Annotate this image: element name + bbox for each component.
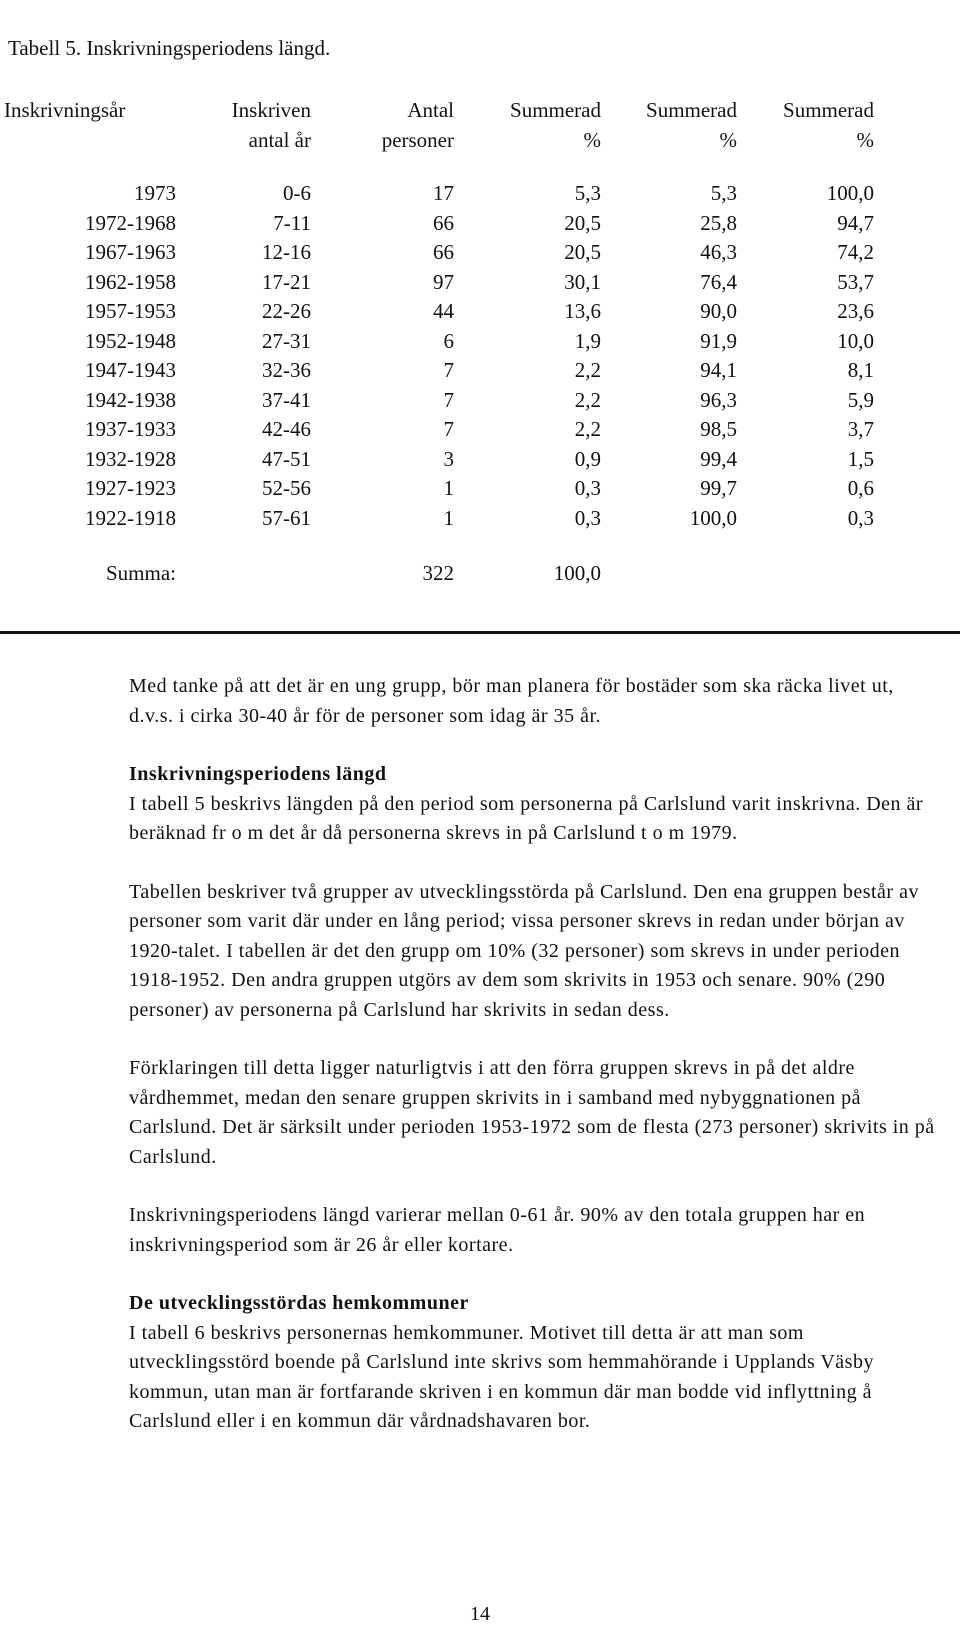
horizontal-rule (0, 631, 960, 634)
header-summerad-1-sub: % (583, 127, 601, 152)
table-cell: 5,9 (847, 387, 874, 412)
table-cell: 23,6 (837, 299, 874, 323)
table-cell: 1 (443, 476, 454, 500)
table-cell: 2,2 (574, 387, 601, 412)
table-cell: 53,7 (837, 269, 874, 294)
table-cell: 25,8 (700, 210, 737, 235)
table-cell: 1932-1928 (85, 446, 176, 471)
table-row (4, 415, 874, 445)
summa-persons: 322 (422, 561, 454, 585)
table-cell: 1972-1968 (85, 210, 176, 235)
table-cell: 1967-1963 (85, 240, 176, 264)
paragraph (129, 878, 939, 1026)
paragraph-text: I tabell 6 beskrivs personernas hemkommuner. Motivet till detta är att man som utvecklingsstörd boende på Carlslund inte skrivs som hemmahörande i Upplands Väsby kommun, utan man är fortfarande skriven i en kommun där man bodde vid inflyttning å Carlslund eller i en kommun där vårdnadshavaren bor. (129, 1321, 874, 1432)
section-heading-inskrivningsperiodens-langd: Inskrivningsperiodens längd (129, 763, 387, 785)
summa-row (4, 559, 874, 589)
table-cell: 91,9 (700, 328, 737, 353)
table-cell: 0,6 (847, 476, 874, 500)
paragraph-text: Tabellen beskriver två grupper av utvecklingsstörda på Carlslund. Den ena gruppen består av personer som varit där under en lång period; vissa personer skrevs in redan under början av 1920-talet. I tabellen är det den grupp om 10% (32 personer) som skrevs in under perioden 1918-1952. Den andra gruppen utgörs av dem som skrivits in 1953 och senare. 90% (290 personer) av personerna på Carlslund har skrivits in sedan dess. (129, 880, 919, 1021)
table-cell: 57-61 (262, 505, 311, 530)
header-summerad-3: Summerad (783, 98, 874, 122)
table-cell: 1 (443, 505, 454, 530)
table-cell: 74,2 (837, 240, 874, 264)
table-cell: 17 (433, 181, 454, 205)
table-row (4, 179, 874, 209)
table-cell: 20,5 (564, 240, 601, 264)
table-row (4, 238, 874, 268)
table-cell: 52-56 (262, 476, 311, 500)
header-summerad-1: Summerad (510, 98, 601, 122)
table-cell: 1,9 (574, 328, 601, 353)
header-summerad-3-sub: % (856, 127, 874, 152)
table-cell: 1952-1948 (85, 328, 176, 353)
table-cell: 2,2 (574, 358, 601, 382)
header-years-enrolled-sub: antal år (248, 127, 311, 152)
table-cell: 17-21 (262, 269, 311, 294)
table-cell: 10,0 (837, 328, 874, 353)
table-cell: 2,2 (574, 417, 601, 441)
table-cell: 0,3 (574, 476, 601, 500)
table-cell: 1937-1933 (85, 417, 176, 441)
table-row (4, 268, 874, 298)
section-heading-hemkommuner: De utvecklingsstördas hemkommuner (129, 1292, 469, 1314)
table-row (4, 209, 874, 239)
table-cell: 0,3 (847, 505, 874, 530)
table-cell: 94,1 (700, 358, 737, 382)
paragraph-text: Inskrivningsperiodens längd varierar mellan 0-61 år. 90% av den totala gruppen har en inskrivningsperiod som är 26 år eller kortare. (129, 1204, 866, 1256)
table-cell: 7 (443, 358, 454, 382)
table-header-row-2 (4, 126, 874, 156)
table-cell: 20,5 (564, 210, 601, 235)
enrollment-table (4, 96, 874, 589)
header-year: Inskrivningsår (4, 98, 126, 122)
paragraph-text: Med tanke på att det är en ung grupp, bör man planera för bostäder som ska räcka livet ut, d.v.s. i cirka 30-40 år för de personer som idag är 35 år. (129, 675, 894, 727)
header-summerad-2-sub: % (719, 127, 737, 152)
table-caption: Tabell 5. Inskrivningsperiodens längd. (8, 36, 331, 60)
table-cell: 1922-1918 (85, 505, 176, 530)
table-cell: 30,1 (564, 269, 601, 294)
paragraph (129, 760, 939, 849)
table-row (4, 386, 874, 416)
paragraph-text: I tabell 5 beskrivs längden på den period som personerna på Carlslund varit inskrivna. Den är beräknad fr o m det år då personerna skrevs in på Carlslund t o m 1979. (129, 792, 924, 844)
table-cell: 99,4 (700, 446, 737, 471)
table-cell: 3 (443, 446, 454, 471)
table-cell: 1947-1943 (85, 358, 176, 382)
table-cell: 0-6 (283, 181, 311, 205)
header-year-sub (4, 126, 176, 156)
table-cell: 1962-1958 (85, 269, 176, 294)
table-cell: 5,3 (710, 181, 737, 205)
table-cell: 1957-1953 (85, 299, 176, 323)
table-row (4, 445, 874, 475)
table-cell: 94,7 (837, 210, 874, 235)
table-cell: 5,3 (574, 181, 601, 205)
table-cell: 46,3 (700, 240, 737, 264)
table-cell: 66 (433, 240, 454, 264)
table-cell: 47-51 (262, 446, 311, 471)
table-cell: 32-36 (262, 358, 311, 382)
header-summerad-2: Summerad (646, 98, 737, 122)
table-cell: 1,5 (847, 446, 874, 471)
table-cell: 3,7 (847, 417, 874, 441)
header-persons-sub: personer (381, 127, 454, 152)
table-row (4, 297, 874, 327)
summa-percent: 100,0 (553, 561, 601, 585)
table-row (4, 356, 874, 386)
table-row (4, 327, 874, 357)
paragraph (129, 1201, 939, 1260)
table-body (4, 179, 874, 533)
table-cell: 12-16 (262, 240, 311, 264)
table-cell: 7 (443, 417, 454, 441)
table-cell: 6 (443, 328, 454, 353)
paragraph-text: Förklaringen till detta ligger naturligtvis i att den förra gruppen skrevs in på det aldre vårdhemmet, medan den senare gruppen skrivits in i samband med nybyggnationen på Carlslund. Det är särksilt under perioden 1953-1972 som de flesta (273 personer) skrivits in på Carlslund. (129, 1057, 935, 1168)
table-cell: 100,0 (826, 181, 874, 205)
table-cell: 8,1 (847, 358, 874, 382)
table-cell: 100,0 (689, 505, 737, 530)
table-cell: 0,9 (574, 446, 601, 471)
table-row (4, 504, 874, 534)
table-cell: 76,4 (700, 269, 737, 294)
summa-label: Summa: (105, 561, 176, 585)
table-cell: 66 (433, 210, 454, 235)
table-row (4, 474, 874, 504)
table-cell: 22-26 (262, 299, 311, 323)
header-persons: Antal (407, 98, 454, 122)
body-text (129, 672, 939, 1466)
table-cell: 7-11 (273, 210, 311, 235)
table-cell: 44 (433, 299, 454, 323)
table-cell: 37-41 (262, 387, 311, 412)
table-cell: 1973 (134, 181, 176, 205)
table-cell: 7 (443, 387, 454, 412)
table-cell: 1927-1923 (85, 476, 176, 500)
table-cell: 90,0 (700, 299, 737, 323)
table-cell: 97 (433, 269, 454, 294)
table-cell: 27-31 (262, 328, 311, 353)
paragraph (129, 1054, 939, 1172)
table-cell: 98,5 (700, 417, 737, 441)
header-years-enrolled: Inskriven (231, 98, 311, 122)
table-cell: 13,6 (564, 299, 601, 323)
page-number: 14 (470, 1603, 490, 1625)
table-header-row-1 (4, 96, 874, 126)
paragraph (129, 672, 939, 731)
table-cell: 42-46 (262, 417, 311, 441)
table-cell: 99,7 (700, 476, 737, 500)
paragraph (129, 1289, 939, 1437)
table-cell: 1942-1938 (85, 387, 176, 412)
table-cell: 0,3 (574, 505, 601, 530)
table-cell: 96,3 (700, 387, 737, 412)
